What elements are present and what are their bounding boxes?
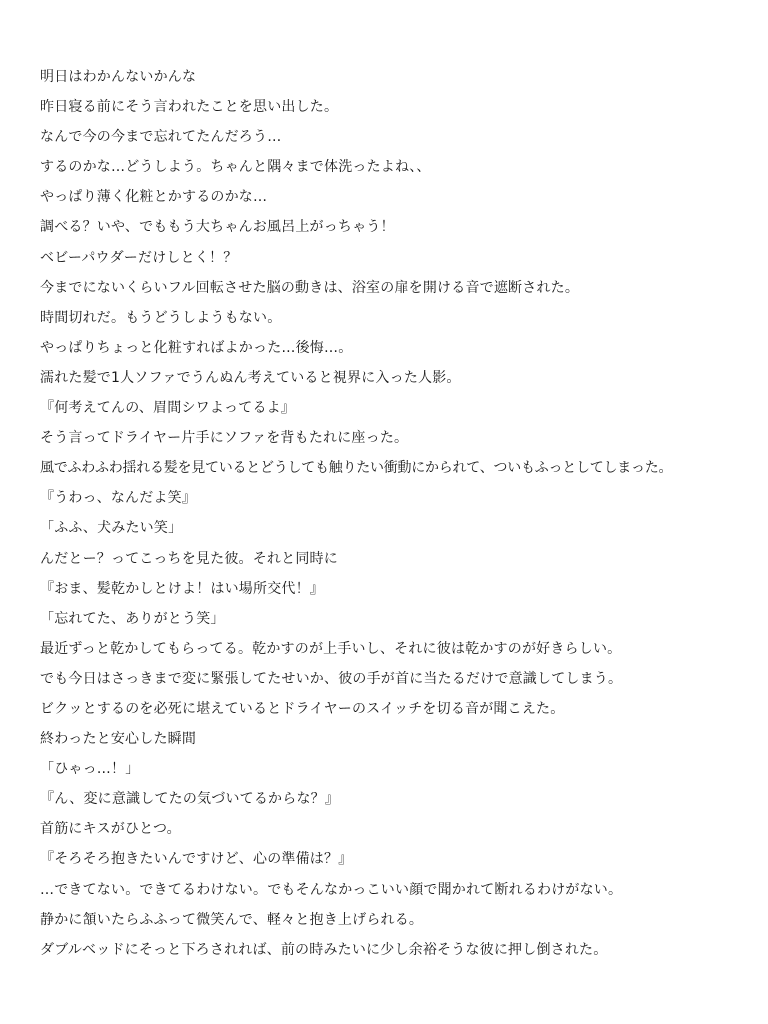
text-line: 『そろそろ抱きたいんですけど、心の準備は？』 [40, 851, 353, 868]
text-line: 最近ずっと乾かしてもらってる。乾かすのが上手いし、それに彼は乾かすのが好きらしい。 [40, 640, 622, 657]
text-line: やっぱりちょっと化粧すればよかった…後悔…。 [40, 339, 353, 356]
text-line: 濡れた髪で1人ソファでうんぬん考えていると視界に入った人影。 [40, 369, 461, 386]
text-line: 首筋にキスがひとつ。 [40, 821, 181, 838]
text-line: 昨日寝る前にそう言われたことを思い出した。 [40, 99, 339, 116]
text-line: 調べる？いや、でももう大ちゃんお風呂上がっちゃう！ [40, 219, 395, 236]
text-line: んだとー？ってこっちを見た彼。それと同時に [40, 550, 338, 567]
text-line: 『おま、髪乾かしとけよ！はい場所交代！』 [40, 580, 324, 597]
text-line: やっぱり薄く化粧とかするのかな… [40, 189, 268, 206]
text-line: 『うわっ、なんだよ笑』 [40, 490, 197, 507]
text-line: でも今日はさっきまで変に緊張してたせいか、彼の手が首に当たるだけで意識してしまう。 [40, 670, 623, 687]
text-line: するのかな…どうしよう。ちゃんと隅々まで体洗ったよね、、 [40, 159, 431, 176]
text-line: 今までにないくらいフル回転させた脳の動きは、浴室の扉を開ける音で遮断された。 [40, 279, 580, 296]
text-line: 「ひゃっ…！」 [40, 761, 140, 778]
text-line: 静かに頷いたらふふって微笑んで、軽々と抱き上げられる。 [40, 911, 424, 928]
text-line: ビクッとするのを必死に堪えているとドライヤーのスイッチを切る音が聞こえた。 [40, 700, 565, 717]
text-line: 「ふふ、犬みたい笑」 [40, 520, 183, 537]
story-text [40, 62, 740, 965]
text-line: 終わったと安心した瞬間 [40, 731, 197, 748]
text-line: そう言ってドライヤー片手にソファを背もたれに座った。 [40, 430, 409, 447]
text-line: なんで今の今まで忘れてたんだろう… [40, 129, 282, 146]
text-line: ダブルベッドにそっと下ろされれば、前の時みたいに少し余裕そうな彼に押し倒された。 [40, 941, 608, 958]
text-line: ベビーパウダーだけしとく！？ [40, 249, 238, 266]
text-line: 『何考えてんの、眉間シワよってるよ』 [40, 400, 296, 417]
text-line: 「忘れてた、ありがとう笑」 [40, 610, 225, 627]
text-line: 時間切れだ。もうどうしようもない。 [40, 309, 282, 326]
text-line: 『ん、変に意識してたの気づいてるからな？』 [40, 791, 340, 808]
text-line: …できてない。できてるわけない。でもそんなかっこいい顔で聞かれて断れるわけがない。 [40, 881, 623, 898]
text-line: 明日はわかんないかんな [40, 69, 197, 85]
text-line: 風でふわふわ揺れる髪を見ているとどうしても触りたい衝動にかられて、ついもふっとしてしまった。 [40, 460, 673, 477]
